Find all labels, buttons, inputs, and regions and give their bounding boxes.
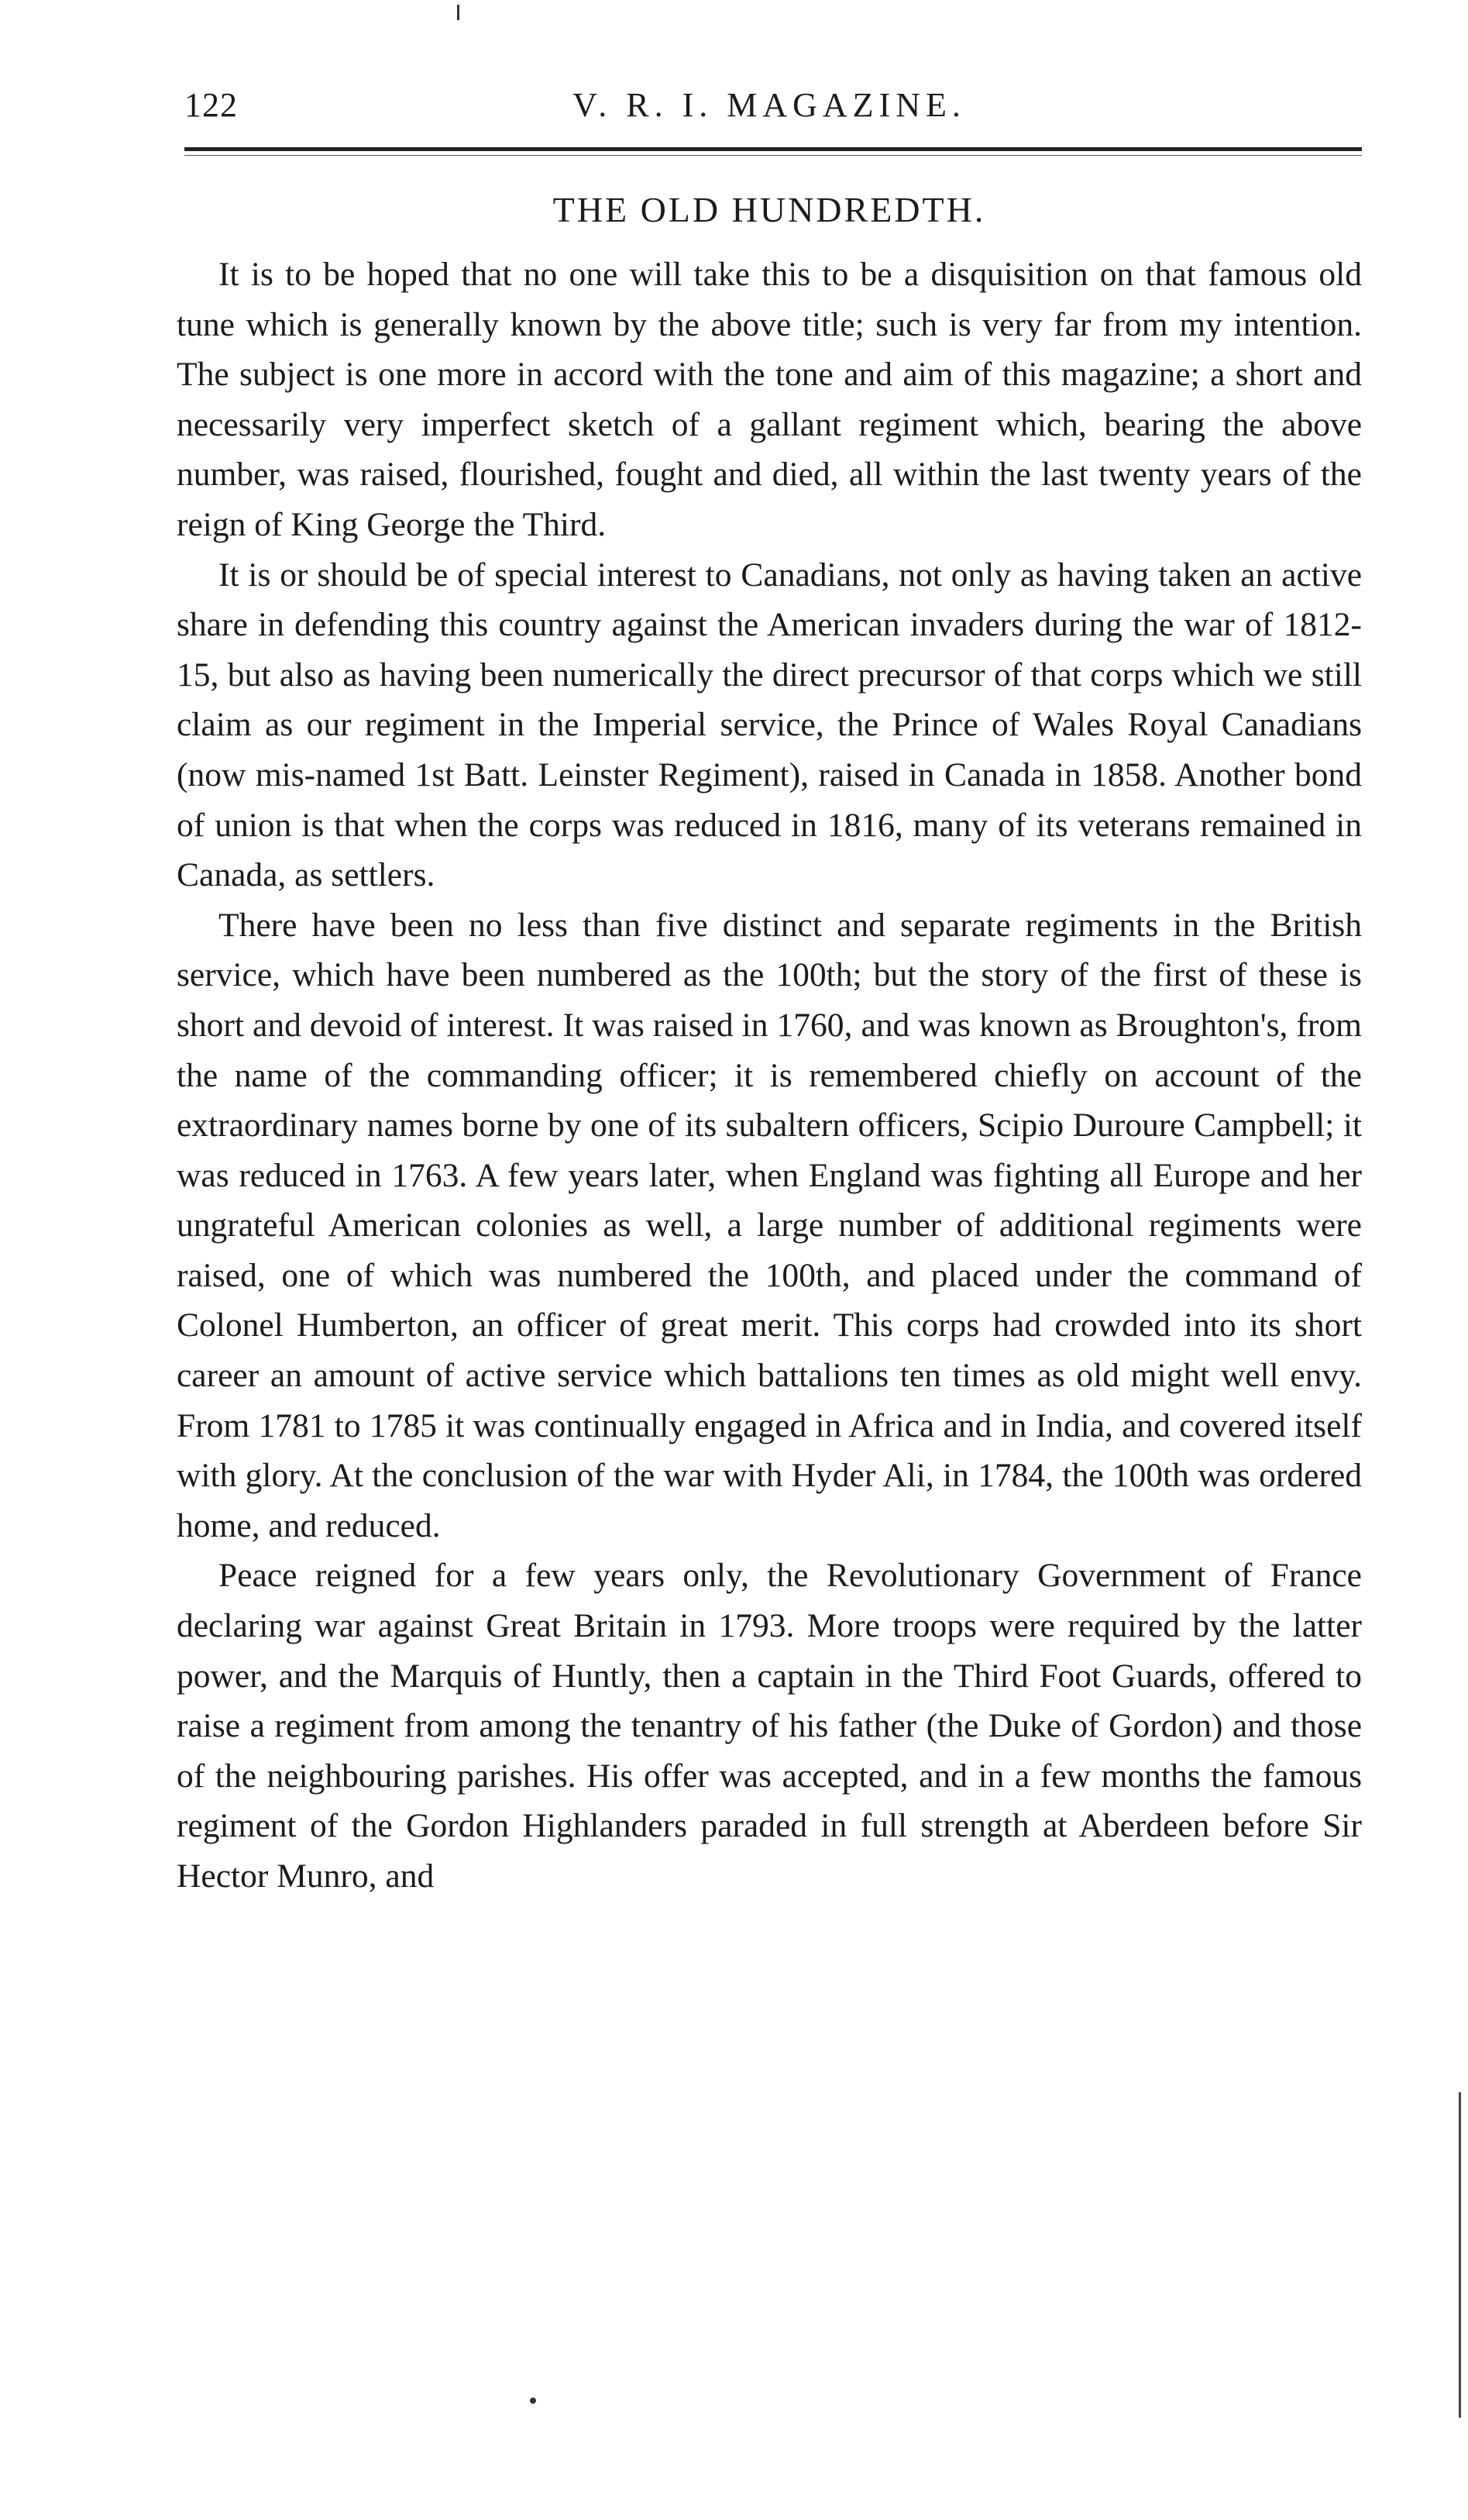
article-title: THE OLD HUNDREDTH. xyxy=(552,190,986,229)
page-number: 122 xyxy=(184,86,238,124)
header-rule xyxy=(184,147,1362,151)
paragraph-1: It is to be hoped that no one will take this to be a disquisition on that famous old tune which is generally known by the above title; such is very far from my intention. The subject is one more in accord with the tone and aim of this magazine; a short and necessarily very imperfect sketch of a gallant regiment which, bearing the above number, was raised, flourished, fought and died, all within the last twenty years of the reign of King George the Third. xyxy=(177,256,1362,543)
article-body xyxy=(177,250,1362,1902)
book-page xyxy=(177,0,1362,2520)
running-head xyxy=(177,76,1362,130)
page-edge-line xyxy=(1459,2092,1461,2418)
paragraph-4: Peace reigned for a few years only, the Revolutionary Government of France declaring war against Great Britain in 1793. More troops were required by the latter power, and the Marquis of Huntly, then a captain in the Third Foot Guards, offered to raise a regiment from among the tenantry of his father (the Duke of Gordon) and those of the neighbouring parishes. His offer was accepted, and in a few months the famous regiment of the Gordon Highlanders paraded in full strength at Aberdeen before Sir Hector Munro, and xyxy=(177,1557,1362,1895)
paragraph-3: There have been no less than five distinct and separate regiments in the British service, which have been numbered as the 100th; but the story of the first of these is short and devoid of interest. It was raised in 1760, and was known as Broughton's, from the name of the commanding officer; it is remembered chiefly on account of the extraordinary names borne by one of its subaltern officers, Scipio Duroure Campbell; it was reduced in 1763. A few years later, when England was fighting all Europe and her ungrateful American colonies as well, a large number of additional regiments were raised, one of which was numbered the 100th, and placed under the command of Colonel Humberton, an officer of great merit. This corps had crowded into its short career an amount of active service which battalions ten times as old might well envy. From 1781 to 1785 it was continually engaged in Africa and in India, and covered itself with glory. At the conclusion of the war with Hyder Ali, in 1784, the 100th was ordered home, and reduced. xyxy=(177,906,1362,1544)
paragraph-2: It is or should be of special interest to Canadians, not only as having taken an active share in defending this country against the American invaders during the war of 1812-15, but also as having been numerically the direct precursor of that corps which we still claim as our regiment in the Imperial service, the Prince of Wales Royal Canadians (now mis-named 1st Batt. Leinster Regiment), raised in Canada in 1858. Another bond of union is that when the corps was reduced in 1816, many of its veterans remained in Canada, as settlers. xyxy=(177,556,1362,894)
header-rule-thin xyxy=(184,155,1362,156)
journal-title: V. R. I. MAGAZINE. xyxy=(572,86,966,124)
